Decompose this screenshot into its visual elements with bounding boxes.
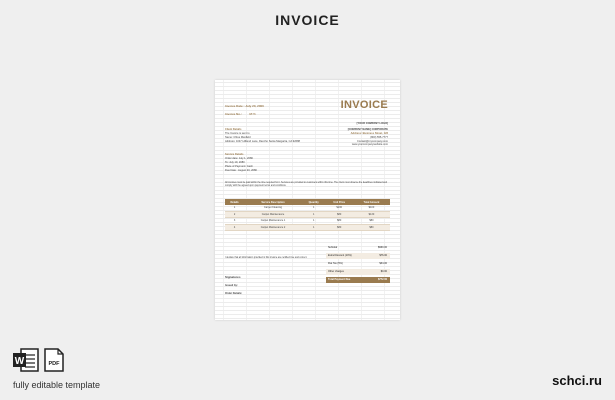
column-header: Service Description <box>244 199 302 205</box>
total-label: Extra Discount (10%) <box>328 254 352 257</box>
pdf-icon <box>44 348 64 372</box>
column-header: Details <box>225 199 244 205</box>
column-header: Quantity <box>302 199 326 205</box>
table-cell: $80 <box>353 224 390 231</box>
table-cell: Carpet Maintenance 1 <box>244 218 302 225</box>
template-caption: fully editable template <box>13 380 101 390</box>
company-line: Contact@mycompany.com <box>357 140 388 143</box>
total-label: Subtotal <box>328 246 338 249</box>
declaration-text: I declare that all information provided in this invoice are certified true and correct. <box>225 257 308 259</box>
company-line: www.yourcompanywebsite.com <box>351 143 388 146</box>
total-value: $0.00 <box>380 270 387 273</box>
sign-label: Issued by: <box>225 284 238 287</box>
invoice-note: All invoices must be paid within the time required for it. Services are provided to customers within this time. The client must observe the deadlines indicated and comply with the agreed upon payment terms and conditions. <box>225 182 387 188</box>
subtotal-row <box>326 245 390 251</box>
total-label: Flat Tax (5%) <box>328 262 343 265</box>
company-line: Address: Business Street, 123 <box>350 132 388 135</box>
table-cell: Carpet Maintenance 2 <box>244 224 302 231</box>
table-cell: 2 <box>225 211 244 218</box>
table-cell: 1 <box>302 218 326 225</box>
total-value: $772.00 <box>377 278 387 281</box>
table-cell: 1 <box>302 205 326 211</box>
total-due-row <box>326 277 390 283</box>
pdf-label: PDF <box>48 361 60 367</box>
table-cell: Carpet Maintenance <box>244 211 302 218</box>
total-value: $76.00 <box>379 254 387 257</box>
tax-row <box>326 261 390 267</box>
total-label: Other charges <box>328 270 344 273</box>
service-line: Due Date : August 20, 2080 <box>225 169 257 172</box>
items-table <box>225 199 390 231</box>
table-cell: 4 <box>225 224 244 231</box>
table-cell: $80 <box>326 211 353 218</box>
table-cell: $100 <box>326 205 353 211</box>
other-charges-row <box>326 269 390 275</box>
sign-label: Signatures <box>225 275 241 279</box>
table-cell: $80 <box>326 224 353 231</box>
table-cell: 1 <box>302 211 326 218</box>
service-line: To: July 19, 2080 <box>225 161 245 164</box>
table-cell: $100 <box>353 205 390 211</box>
company-line: [COMPANY NAME] CORPORATE <box>347 128 388 131</box>
svg-text:W: W <box>14 356 25 367</box>
table-row <box>225 224 390 231</box>
table-cell: Carpet Cleaning <box>244 205 302 211</box>
column-header: Unit Price <box>326 199 353 205</box>
total-value: $960.00 <box>377 246 387 249</box>
invoice-number-value: 9876 <box>249 112 256 116</box>
sign-label: Order Details: <box>225 292 243 295</box>
column-header: Total Amount <box>353 199 390 205</box>
discount-row <box>326 253 390 259</box>
service-title: Service Details <box>225 153 244 156</box>
total-value: $34.00 <box>379 262 387 265</box>
table-cell: 1 <box>225 205 244 211</box>
invoice-date: Invoice Date : July 20, 2000 <box>225 104 264 108</box>
invoice-heading: INVOICE <box>340 99 388 111</box>
table-cell: $80 <box>326 218 353 225</box>
total-label: Total Payment Due <box>328 278 351 281</box>
company-line: (800) 555-7777 <box>370 136 388 139</box>
table-cell: $130 <box>353 211 390 218</box>
client-line: Address: 1047 Hilltend Lane, Rancho Santa Margarita, CA 92688 <box>225 140 300 143</box>
service-line: Order date: July 1, 2080 <box>225 157 253 160</box>
word-doc-icon <box>13 348 39 372</box>
client-line: Name: Chloe Maxfield <box>225 136 251 139</box>
table-cell: 1 <box>302 224 326 231</box>
brand-watermark: schci.ru <box>552 373 602 388</box>
client-line: The Invoice is sent to <box>225 132 250 135</box>
client-title: Client Details <box>225 128 242 131</box>
page-title: INVOICE <box>275 12 340 28</box>
table-cell: $80 <box>353 218 390 225</box>
company-logo-text: [YOUR COMPANY LOGO] <box>356 122 388 125</box>
service-line: Place of Payment: Cash <box>225 165 253 168</box>
table-cell: 3 <box>225 218 244 225</box>
invoice-number-label: Invoice No.: <box>225 112 243 116</box>
invoice-sheet <box>215 80 400 320</box>
